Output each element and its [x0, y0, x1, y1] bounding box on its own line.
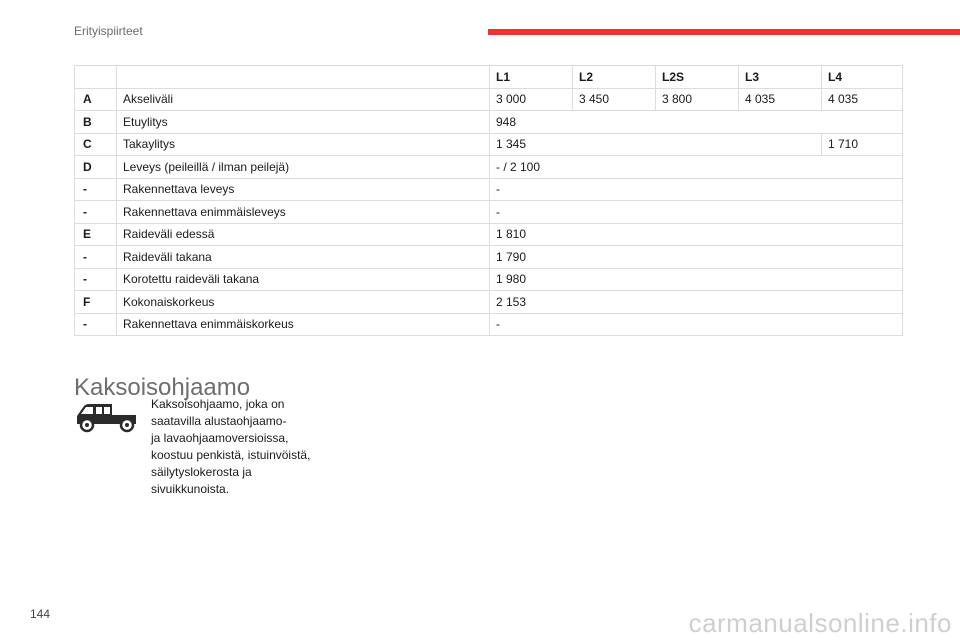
- column-header: [117, 66, 490, 89]
- cell-value: 1 980: [490, 268, 903, 291]
- row-code: C: [75, 133, 117, 156]
- table-row: [75, 201, 903, 224]
- table-row: [75, 133, 903, 156]
- table-row: [75, 291, 903, 314]
- cell-value: 4 035: [822, 88, 903, 111]
- table-row: [75, 178, 903, 201]
- column-header: [75, 66, 117, 89]
- dimensions-table: [74, 65, 903, 336]
- watermark: carmanualsonline.info: [688, 608, 952, 638]
- row-label: Kokonaiskorkeus: [117, 291, 490, 314]
- cell-value: 948: [490, 111, 903, 134]
- table-row: [75, 111, 903, 134]
- paragraph-line: saatavilla alustaohjaamo-: [151, 414, 287, 428]
- section-heading: Kaksoisohjaamo: [74, 373, 251, 401]
- row-label: Rakennettava enimmäiskorkeus: [117, 313, 490, 336]
- row-label: Akseliväli: [117, 88, 490, 111]
- row-label: Rakennettava leveys: [117, 178, 490, 201]
- header-accent-bar: [488, 29, 960, 35]
- row-code: -: [75, 268, 117, 291]
- column-header: L2S: [656, 66, 739, 89]
- row-code: E: [75, 223, 117, 246]
- column-header: L2: [573, 66, 656, 89]
- paragraph-line: sivuikkunoista.: [151, 482, 230, 496]
- column-header: L3: [739, 66, 822, 89]
- row-code: -: [75, 246, 117, 269]
- row-code: A: [75, 88, 117, 111]
- cell-value: -: [490, 313, 903, 336]
- table-row: [75, 313, 903, 336]
- row-label: Raideväli edessä: [117, 223, 490, 246]
- column-header: L4: [822, 66, 903, 89]
- row-code: -: [75, 201, 117, 224]
- cell-value: 3 800: [656, 88, 739, 111]
- row-label: Takaylitys: [117, 133, 490, 156]
- table-row: [75, 268, 903, 291]
- row-label: Korotettu raideväli takana: [117, 268, 490, 291]
- section-paragraph: [151, 396, 341, 498]
- row-code: F: [75, 291, 117, 314]
- double-cab-vehicle-icon: [74, 396, 140, 434]
- row-label: Leveys (peileillä / ilman peilejä): [117, 156, 490, 179]
- row-label: Rakennettava enimmäisleveys: [117, 201, 490, 224]
- cell-value: 3 000: [490, 88, 573, 111]
- row-label: Raideväli takana: [117, 246, 490, 269]
- table-row: [75, 223, 903, 246]
- table-row: [75, 246, 903, 269]
- row-code: D: [75, 156, 117, 179]
- paragraph-line: Kaksoisohjaamo, joka on: [151, 397, 285, 411]
- section-title: Erityispiirteet: [74, 24, 143, 38]
- table-row: [75, 156, 903, 179]
- cell-value: 2 153: [490, 291, 903, 314]
- paragraph-line: ja lavaohjaamoversioissa,: [151, 431, 289, 445]
- cell-value: 1 710: [822, 133, 903, 156]
- row-code: -: [75, 313, 117, 336]
- paragraph-line: säilytyslokerosta ja: [151, 465, 252, 479]
- cell-value: -: [490, 201, 903, 224]
- column-header: L1: [490, 66, 573, 89]
- paragraph-line: koostuu penkistä, istuinvöistä,: [151, 448, 311, 462]
- table-header-row: [75, 66, 903, 89]
- table-row: [75, 88, 903, 111]
- row-label: Etuylitys: [117, 111, 490, 134]
- cell-value: 1 810: [490, 223, 903, 246]
- row-code: B: [75, 111, 117, 134]
- cell-value: 1 790: [490, 246, 903, 269]
- cell-value: 3 450: [573, 88, 656, 111]
- row-code: -: [75, 178, 117, 201]
- cell-value: - / 2 100: [490, 156, 903, 179]
- cell-value: 1 345: [490, 133, 822, 156]
- page-number: 144: [30, 607, 51, 621]
- cell-value: 4 035: [739, 88, 822, 111]
- cell-value: -: [490, 178, 903, 201]
